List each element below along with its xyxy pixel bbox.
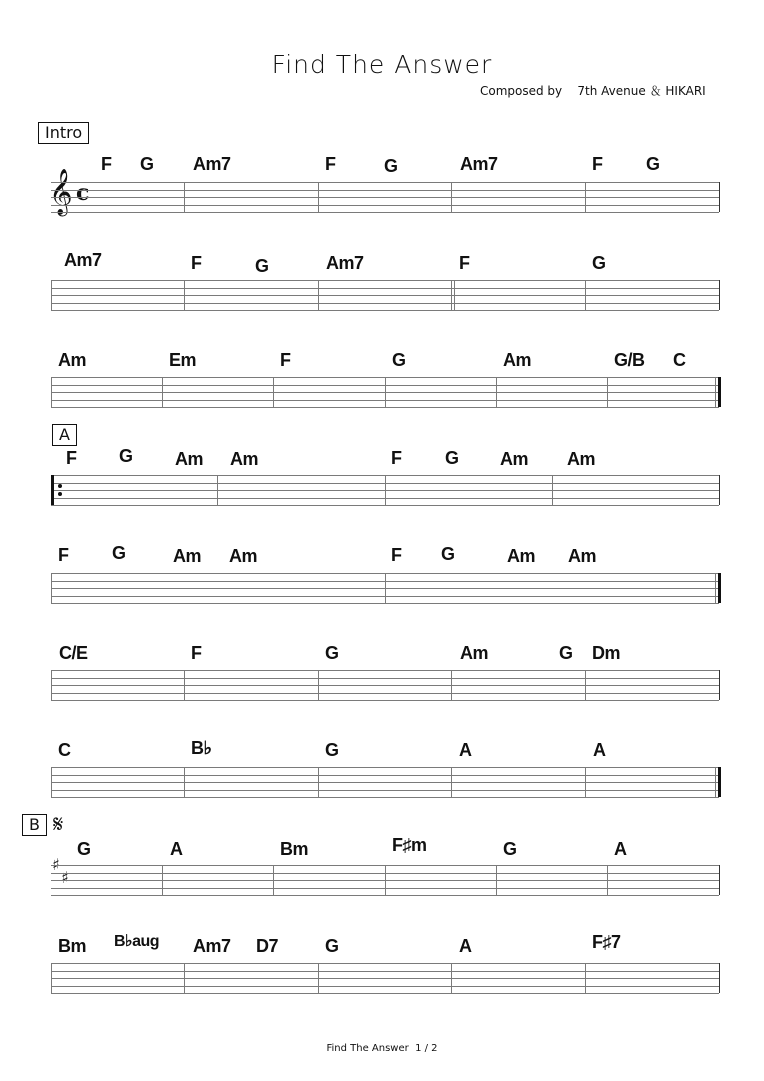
chord-symbol: A	[593, 740, 606, 760]
common-time-icon: c	[76, 180, 90, 206]
chord-symbol: G	[646, 154, 660, 174]
chord-symbol: Am7	[193, 936, 231, 956]
staff-row-6	[51, 670, 719, 700]
chord-symbol: Am	[568, 546, 597, 566]
chord-symbol: A	[459, 740, 472, 760]
chord-symbol: F	[66, 448, 77, 468]
chord-symbol: F♯7	[592, 932, 621, 952]
chord-symbol: F	[101, 154, 112, 174]
chord-symbol: F	[191, 643, 202, 663]
repeat-start-icon	[58, 484, 62, 500]
chord-symbol: Am	[230, 449, 259, 469]
staff-row-2	[51, 280, 719, 310]
chord-symbol: G	[384, 156, 398, 176]
treble-clef-icon: 𝄞	[49, 169, 73, 215]
staff-row-7	[51, 767, 719, 797]
page-footer: Find The Answer 1 / 2	[326, 1043, 438, 1054]
staff-row-4	[51, 475, 719, 505]
chord-symbol: F	[58, 545, 69, 565]
chord-symbol: Em	[169, 350, 197, 370]
chord-symbol: Am7	[326, 253, 364, 273]
chord-symbol: G	[119, 446, 133, 466]
segno-icon: 𝄋	[53, 810, 64, 838]
chord-symbol: G	[112, 543, 126, 563]
chord-symbol: D7	[256, 936, 279, 956]
chord-symbol: A	[459, 936, 472, 956]
song-title: Find The Answer	[271, 50, 493, 79]
staff-row-9	[51, 963, 719, 993]
section-marker-intro: Intro	[38, 122, 89, 144]
chord-symbol: G	[445, 448, 459, 468]
chord-symbol: G	[325, 740, 339, 760]
chord-symbol: G/B	[614, 350, 645, 370]
chord-symbol: C/E	[59, 643, 88, 663]
chord-symbol: Am7	[193, 154, 231, 174]
section-marker-b: B	[22, 814, 47, 836]
section-marker-a: A	[52, 424, 77, 446]
key-signature-sharp-icon: ♯	[61, 868, 69, 887]
chord-symbol: Am	[229, 546, 258, 566]
chord-symbol: F	[459, 253, 470, 273]
staff-row-5	[51, 573, 719, 603]
chord-symbol: Am7	[460, 154, 498, 174]
chord-symbol: F	[592, 154, 603, 174]
chord-symbol: Am	[503, 350, 532, 370]
chord-symbol: G	[255, 256, 269, 276]
chord-symbol: F	[391, 448, 402, 468]
chord-symbol: Am	[567, 449, 596, 469]
chord-symbol: B♭aug	[114, 933, 160, 950]
composer-credit: Composed by 7th Avenue ＆ HIKARI	[480, 84, 706, 98]
chord-symbol: Am	[460, 643, 489, 663]
chord-symbol: F	[280, 350, 291, 370]
key-signature-sharp-icon: ♯	[52, 855, 60, 874]
chord-symbol: B♭	[191, 738, 212, 758]
staff-row-8	[51, 865, 719, 895]
chord-symbol: A	[614, 839, 627, 859]
chord-symbol: Bm	[58, 936, 87, 956]
chord-symbol: A	[170, 839, 183, 859]
chord-symbol: G	[325, 643, 339, 663]
staff-row-1	[51, 182, 719, 212]
chord-symbol: C	[58, 740, 71, 760]
chord-symbol: G	[559, 643, 573, 663]
chord-symbol: G	[140, 154, 154, 174]
chord-symbol: G	[503, 839, 517, 859]
chord-symbol: Am7	[64, 250, 102, 270]
chord-symbol: Am	[173, 546, 202, 566]
chord-symbol: G	[392, 350, 406, 370]
chord-symbol: Am	[175, 449, 204, 469]
chord-symbol: G	[325, 936, 339, 956]
chord-symbol: Bm	[280, 839, 309, 859]
chord-symbol: Dm	[592, 643, 621, 663]
chord-symbol: Am	[500, 449, 529, 469]
staff-row-3	[51, 377, 719, 407]
chord-symbol: Am	[507, 546, 536, 566]
chord-symbol: F	[191, 253, 202, 273]
chord-symbol: Am	[58, 350, 87, 370]
chord-symbol: F♯m	[392, 835, 427, 855]
chord-symbol: G	[592, 253, 606, 273]
chord-symbol: F	[325, 154, 336, 174]
chord-symbol: G	[77, 839, 91, 859]
chord-symbol: G	[441, 544, 455, 564]
chord-symbol: F	[391, 545, 402, 565]
chord-symbol: C	[673, 350, 686, 370]
